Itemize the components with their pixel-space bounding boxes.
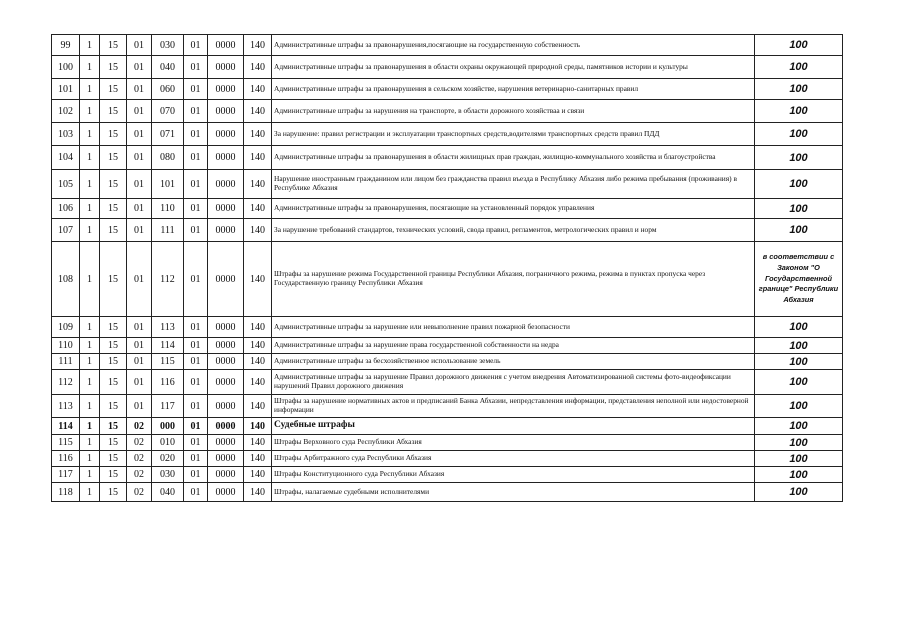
code-cell: 0000: [208, 199, 244, 219]
value-cell: 100: [755, 35, 843, 56]
code-cell: 140: [244, 418, 272, 435]
code-cell: 01: [127, 100, 152, 123]
code-cell: 15: [100, 79, 127, 100]
item-name-cell: Административные штрафы за правонарушения в области жилищных прав граждан, жилищно-коммунального хозяйства и благоустройства: [272, 146, 755, 170]
code-cell: 0000: [208, 354, 244, 370]
item-name-cell: Штрафы за нарушение режима Государственной границы Республики Абхазия, пограничного режима, режима в пунктах пропуска через Государственную границу Республики Абхазия: [272, 242, 755, 317]
code-cell: 01: [127, 199, 152, 219]
code-cell: 000: [152, 418, 184, 435]
code-cell: 01: [184, 451, 208, 467]
code-cell: 15: [100, 100, 127, 123]
code-cell: 15: [100, 370, 127, 395]
code-cell: 02: [127, 467, 152, 483]
code-cell: 01: [184, 100, 208, 123]
code-cell: 01: [184, 170, 208, 199]
row-number-cell: 116: [52, 451, 80, 467]
table-row: [52, 219, 843, 242]
item-name-cell: Административные штрафы за нарушение или невыполнение правил пожарной безопасности: [272, 317, 755, 338]
code-cell: 116: [152, 370, 184, 395]
row-number-cell: 107: [52, 219, 80, 242]
value-cell: 100: [755, 79, 843, 100]
table-row: [52, 242, 843, 317]
item-name-cell: За нарушение требований стандартов, технических условий, свода правил, регламентов, метрологических правил и норм: [272, 219, 755, 242]
code-cell: 01: [127, 395, 152, 418]
code-cell: 01: [127, 123, 152, 146]
code-cell: 15: [100, 467, 127, 483]
table-row: [52, 79, 843, 100]
code-cell: 15: [100, 123, 127, 146]
code-cell: 030: [152, 35, 184, 56]
table-row: [52, 100, 843, 123]
code-cell: 15: [100, 199, 127, 219]
code-cell: 140: [244, 79, 272, 100]
code-cell: 0000: [208, 242, 244, 317]
code-cell: 15: [100, 338, 127, 354]
code-cell: 0000: [208, 35, 244, 56]
row-number-cell: 105: [52, 170, 80, 199]
table-body: [52, 35, 843, 502]
code-cell: 114: [152, 338, 184, 354]
item-name-cell: Штрафы за нарушение нормативных актов и предписаний Банка Абхазии, непредставления информации, представления неполной или недостоверной информации: [272, 395, 755, 418]
table-row: [52, 435, 843, 451]
code-cell: 15: [100, 317, 127, 338]
code-cell: 01: [127, 56, 152, 79]
code-cell: 15: [100, 35, 127, 56]
code-cell: 1: [80, 370, 100, 395]
code-cell: 01: [184, 56, 208, 79]
budget-classification-table: [51, 34, 843, 502]
item-name-cell: За нарушение: правил регистрации и эксплуатации транспортных средств,водителями транспортных средств правил ПДД: [272, 123, 755, 146]
code-cell: 080: [152, 146, 184, 170]
code-cell: 15: [100, 483, 127, 502]
code-cell: 0000: [208, 100, 244, 123]
code-cell: 140: [244, 146, 272, 170]
row-number-cell: 102: [52, 100, 80, 123]
code-cell: 01: [184, 242, 208, 317]
code-cell: 01: [127, 35, 152, 56]
table-row: [52, 317, 843, 338]
code-cell: 1: [80, 467, 100, 483]
code-cell: 01: [184, 370, 208, 395]
code-cell: 140: [244, 219, 272, 242]
code-cell: 117: [152, 395, 184, 418]
value-cell: 100: [755, 317, 843, 338]
code-cell: 140: [244, 100, 272, 123]
code-cell: 01: [127, 317, 152, 338]
value-cell: 100: [755, 451, 843, 467]
value-cell: 100: [755, 338, 843, 354]
item-name-cell: Административные штрафы за нарушения на транспорте, в области дорожного хозяйстваа и связи: [272, 100, 755, 123]
code-cell: 140: [244, 35, 272, 56]
code-cell: 1: [80, 317, 100, 338]
code-cell: 140: [244, 395, 272, 418]
row-number-cell: 117: [52, 467, 80, 483]
code-cell: 1: [80, 483, 100, 502]
code-cell: 1: [80, 100, 100, 123]
value-cell: 100: [755, 123, 843, 146]
row-number-cell: 99: [52, 35, 80, 56]
code-cell: 01: [127, 338, 152, 354]
code-cell: 15: [100, 451, 127, 467]
table-row: [52, 451, 843, 467]
code-cell: 15: [100, 435, 127, 451]
code-cell: 040: [152, 483, 184, 502]
code-cell: 15: [100, 395, 127, 418]
code-cell: 15: [100, 170, 127, 199]
row-number-cell: 110: [52, 338, 80, 354]
row-number-cell: 108: [52, 242, 80, 317]
code-cell: 0000: [208, 56, 244, 79]
code-cell: 113: [152, 317, 184, 338]
row-number-cell: 112: [52, 370, 80, 395]
code-cell: 070: [152, 100, 184, 123]
table-row: [52, 418, 843, 435]
table-row: [52, 146, 843, 170]
code-cell: 01: [184, 354, 208, 370]
item-name-cell: Административные штрафы за правонарушения в области охраны окружающей природной среды, памятников истории и культуры: [272, 56, 755, 79]
value-cell: в соответствии с Законом "О Государственной границе" Республики Абхазия: [755, 242, 843, 317]
item-name-cell: Административные штрафы за бесхозяйственное использование земель: [272, 354, 755, 370]
code-cell: 01: [184, 338, 208, 354]
code-cell: 01: [127, 370, 152, 395]
code-cell: 1: [80, 199, 100, 219]
value-cell: 100: [755, 199, 843, 219]
table-row: [52, 56, 843, 79]
code-cell: 01: [184, 483, 208, 502]
value-cell: 100: [755, 370, 843, 395]
code-cell: 01: [184, 123, 208, 146]
code-cell: 01: [184, 418, 208, 435]
row-number-cell: 100: [52, 56, 80, 79]
code-cell: 0000: [208, 317, 244, 338]
code-cell: 01: [184, 435, 208, 451]
value-cell: 100: [755, 170, 843, 199]
code-cell: 140: [244, 56, 272, 79]
value-cell: 100: [755, 467, 843, 483]
document-page: [51, 34, 842, 502]
value-cell: 100: [755, 418, 843, 435]
code-cell: 110: [152, 199, 184, 219]
code-cell: 1: [80, 418, 100, 435]
code-cell: 15: [100, 418, 127, 435]
item-name-cell: Судебные штрафы: [272, 418, 755, 435]
code-cell: 040: [152, 56, 184, 79]
code-cell: 01: [184, 317, 208, 338]
code-cell: 1: [80, 219, 100, 242]
value-cell: 100: [755, 483, 843, 502]
value-cell: 100: [755, 56, 843, 79]
code-cell: 0000: [208, 395, 244, 418]
code-cell: 01: [184, 199, 208, 219]
code-cell: 0000: [208, 451, 244, 467]
code-cell: 115: [152, 354, 184, 370]
code-cell: 0000: [208, 435, 244, 451]
code-cell: 030: [152, 467, 184, 483]
code-cell: 0000: [208, 123, 244, 146]
code-cell: 020: [152, 451, 184, 467]
code-cell: 0000: [208, 338, 244, 354]
code-cell: 1: [80, 451, 100, 467]
code-cell: 01: [127, 354, 152, 370]
table-row: [52, 170, 843, 199]
code-cell: 111: [152, 219, 184, 242]
code-cell: 01: [184, 35, 208, 56]
code-cell: 0000: [208, 170, 244, 199]
code-cell: 140: [244, 451, 272, 467]
code-cell: 1: [80, 170, 100, 199]
code-cell: 02: [127, 435, 152, 451]
row-number-cell: 114: [52, 418, 80, 435]
code-cell: 140: [244, 338, 272, 354]
code-cell: 140: [244, 123, 272, 146]
code-cell: 0000: [208, 483, 244, 502]
code-cell: 071: [152, 123, 184, 146]
code-cell: 02: [127, 483, 152, 502]
code-cell: 15: [100, 56, 127, 79]
code-cell: 140: [244, 199, 272, 219]
code-cell: 060: [152, 79, 184, 100]
code-cell: 0000: [208, 467, 244, 483]
row-number-cell: 101: [52, 79, 80, 100]
code-cell: 01: [184, 219, 208, 242]
code-cell: 0000: [208, 146, 244, 170]
code-cell: 0000: [208, 219, 244, 242]
item-name-cell: Административные штрафы за нарушение права государственной собственности на недра: [272, 338, 755, 354]
code-cell: 1: [80, 146, 100, 170]
row-number-cell: 118: [52, 483, 80, 502]
value-cell: 100: [755, 395, 843, 418]
row-number-cell: 109: [52, 317, 80, 338]
item-name-cell: Штрафы Конституционного суда Республики Абхазия: [272, 467, 755, 483]
code-cell: 140: [244, 483, 272, 502]
row-number-cell: 103: [52, 123, 80, 146]
value-cell: 100: [755, 219, 843, 242]
value-cell: 100: [755, 435, 843, 451]
item-name-cell: Административные штрафы за правонарушения в сельском хозяйстве, нарушения ветеринарно-санитарных правил: [272, 79, 755, 100]
table-row: [52, 35, 843, 56]
code-cell: 140: [244, 467, 272, 483]
code-cell: 01: [184, 395, 208, 418]
code-cell: 01: [127, 242, 152, 317]
code-cell: 01: [184, 79, 208, 100]
item-name-cell: Нарушение иностранным гражданином или лицом без гражданства правил въезда в Республику Абхазия либо режима пребывания (проживания) в Республике Абхазия: [272, 170, 755, 199]
code-cell: 02: [127, 418, 152, 435]
value-cell: 100: [755, 146, 843, 170]
table-row: [52, 370, 843, 395]
item-name-cell: Административные штрафы за нарушение Правил дорожного движения с учетом внедрения Автоматизированной системы фото-видеофиксации нарушений Правил дорожного движения: [272, 370, 755, 395]
code-cell: 140: [244, 317, 272, 338]
code-cell: 1: [80, 354, 100, 370]
code-cell: 15: [100, 219, 127, 242]
code-cell: 01: [184, 467, 208, 483]
code-cell: 010: [152, 435, 184, 451]
code-cell: 15: [100, 242, 127, 317]
code-cell: 15: [100, 146, 127, 170]
item-name-cell: Штрафы Арбитражного суда Республики Абхазия: [272, 451, 755, 467]
code-cell: 1: [80, 79, 100, 100]
code-cell: 01: [127, 79, 152, 100]
code-cell: 140: [244, 435, 272, 451]
code-cell: 01: [127, 146, 152, 170]
code-cell: 0000: [208, 79, 244, 100]
table-row: [52, 483, 843, 502]
value-cell: 100: [755, 354, 843, 370]
row-number-cell: 113: [52, 395, 80, 418]
item-name-cell: Административные штрафы за правонарушения, посягающие на установленный порядок управления: [272, 199, 755, 219]
code-cell: 02: [127, 451, 152, 467]
table-row: [52, 338, 843, 354]
code-cell: 01: [184, 146, 208, 170]
code-cell: 01: [127, 219, 152, 242]
table-row: [52, 354, 843, 370]
code-cell: 112: [152, 242, 184, 317]
value-cell: 100: [755, 100, 843, 123]
table-row: [52, 123, 843, 146]
code-cell: 1: [80, 35, 100, 56]
code-cell: 140: [244, 170, 272, 199]
code-cell: 1: [80, 242, 100, 317]
code-cell: 1: [80, 56, 100, 79]
table-row: [52, 395, 843, 418]
code-cell: 140: [244, 242, 272, 317]
code-cell: 140: [244, 354, 272, 370]
code-cell: 1: [80, 435, 100, 451]
row-number-cell: 111: [52, 354, 80, 370]
code-cell: 1: [80, 123, 100, 146]
item-name-cell: Штрафы, налагаемые судебными исполнителями: [272, 483, 755, 502]
code-cell: 140: [244, 370, 272, 395]
code-cell: 1: [80, 338, 100, 354]
row-number-cell: 115: [52, 435, 80, 451]
code-cell: 0000: [208, 418, 244, 435]
row-number-cell: 106: [52, 199, 80, 219]
item-name-cell: Штрафы Верховного суда Республики Абхазия: [272, 435, 755, 451]
code-cell: 0000: [208, 370, 244, 395]
row-number-cell: 104: [52, 146, 80, 170]
code-cell: 01: [127, 170, 152, 199]
table-row: [52, 199, 843, 219]
table-row: [52, 467, 843, 483]
item-name-cell: Административные штрафы за правонарушения,посягающие на государственную собственность: [272, 35, 755, 56]
code-cell: 1: [80, 395, 100, 418]
code-cell: 101: [152, 170, 184, 199]
code-cell: 15: [100, 354, 127, 370]
